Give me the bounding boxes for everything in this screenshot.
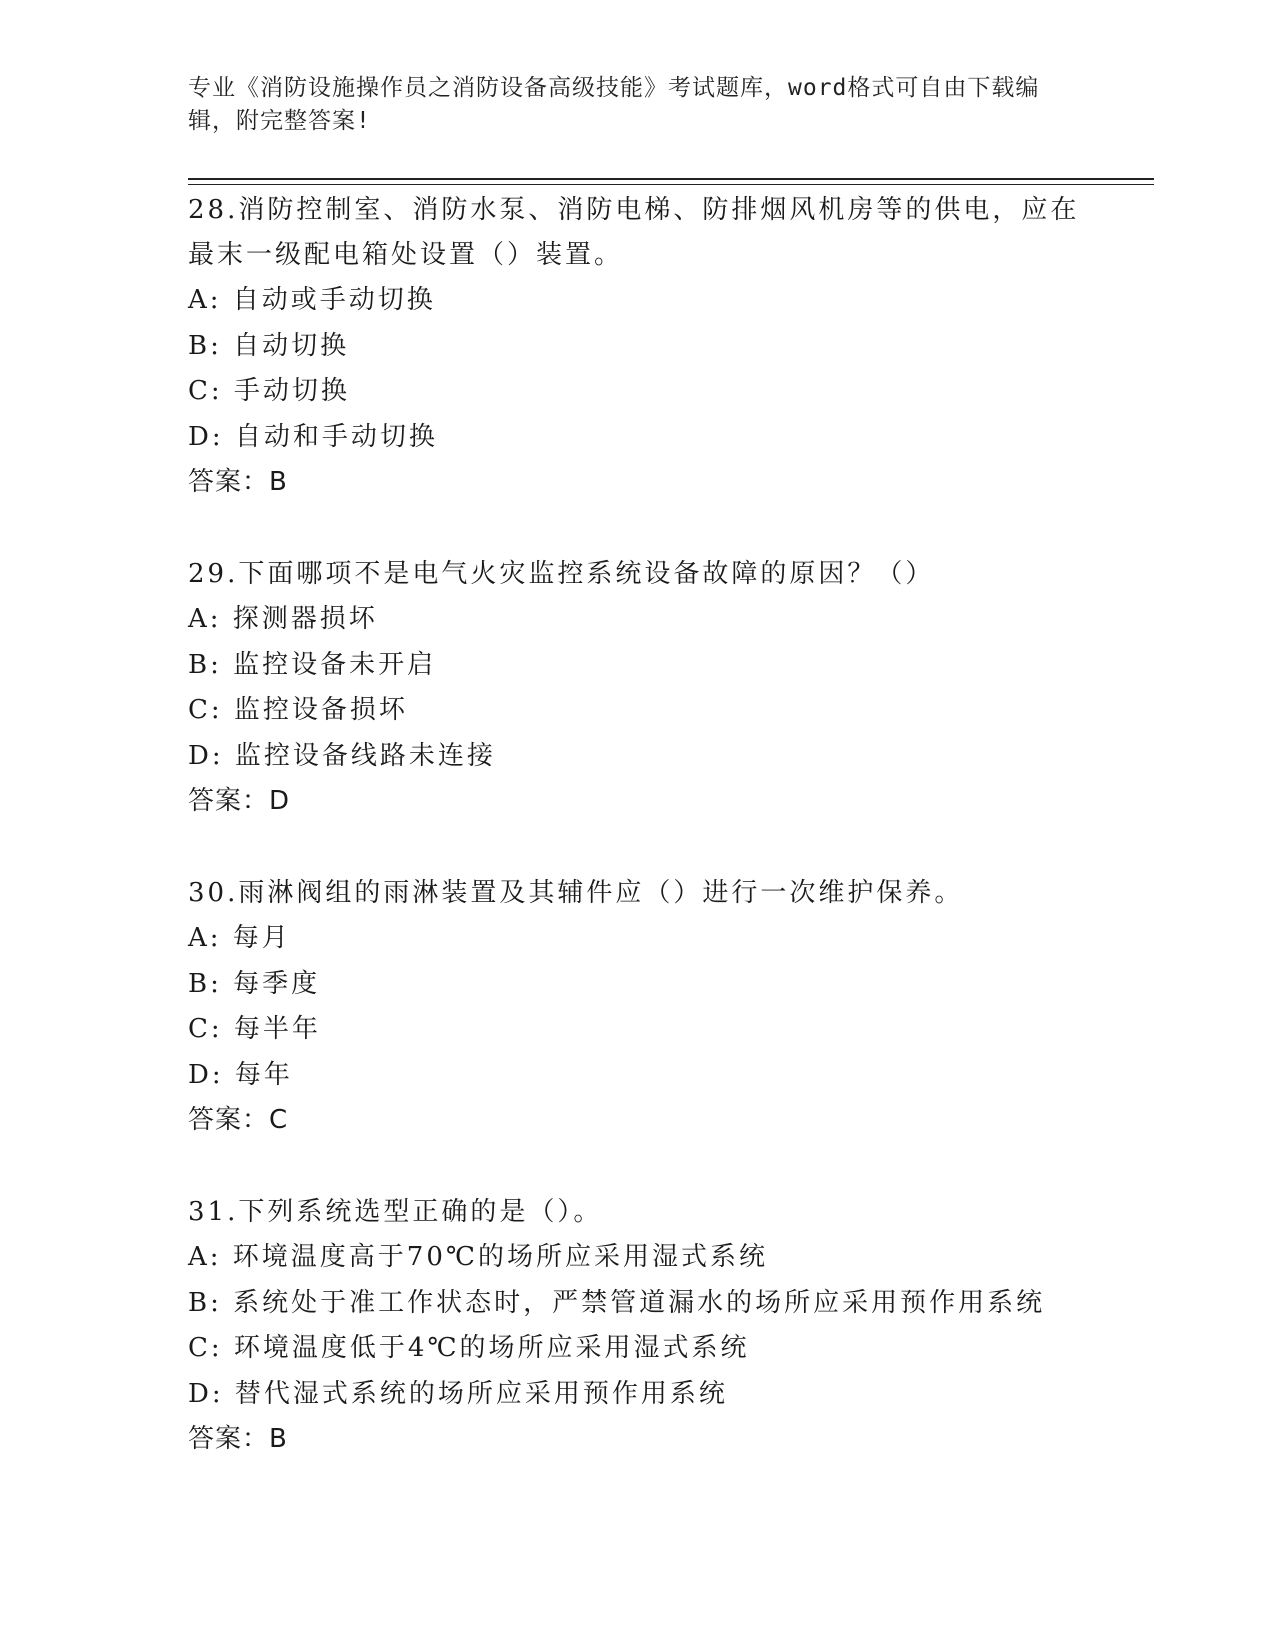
header-divider-thick — [188, 178, 1154, 180]
question-text: 28.消防控制室、消防水泵、消防电梯、防排烟风机房等的供电，应在最末一级配电箱处设置（）装置。 — [188, 195, 1080, 270]
option-c: C: 手动切换 — [188, 376, 350, 406]
option-a: A: 探测器损坏 — [188, 604, 378, 634]
question-28 — [188, 188, 1108, 505]
option-b: B: 系统处于准工作状态时，严禁管道漏水的场所应采用预作用系统 — [188, 1287, 1046, 1318]
question-29 — [188, 552, 1108, 824]
question-30 — [188, 871, 1108, 1143]
answer: 答案：D — [188, 786, 291, 816]
answer: 答案：B — [188, 467, 288, 497]
option-d: D: 监控设备线路未连接 — [188, 740, 496, 771]
option-d: D: 每年 — [188, 1059, 293, 1090]
option-d: D: 自动和手动切换 — [188, 421, 438, 452]
option-c: C: 环境温度低于4℃的场所应采用湿式系统 — [188, 1333, 750, 1363]
header-divider-thin — [188, 184, 1154, 185]
question-text: 29.下面哪项不是电气火灾监控系统设备故障的原因？（） — [188, 559, 935, 589]
option-c: C: 每半年 — [188, 1014, 321, 1044]
option-a: A: 环境温度高于70℃的场所应采用湿式系统 — [188, 1242, 768, 1272]
option-b: B: 自动切换 — [188, 330, 350, 361]
option-a: A: 自动或手动切换 — [188, 285, 436, 315]
question-text: 30.雨淋阀组的雨淋装置及其辅件应（）进行一次维护保养。 — [188, 878, 964, 908]
option-b: B: 监控设备未开启 — [188, 649, 437, 680]
option-d: D: 替代湿式系统的场所应采用预作用系统 — [188, 1378, 728, 1409]
option-b: B: 每季度 — [188, 968, 321, 999]
answer: 答案：C — [188, 1105, 289, 1135]
option-c: C: 监控设备损坏 — [188, 695, 408, 725]
answer: 答案：B — [188, 1424, 288, 1454]
question-text: 31.下列系统选型正确的是（）。 — [188, 1197, 603, 1227]
option-a: A: 每月 — [188, 923, 291, 953]
document-header: 专业《消防设施操作员之消防设备高级技能》考试题库，word格式可自由下载编辑，附完整答案! — [188, 75, 1040, 134]
question-31 — [188, 1190, 1108, 1462]
